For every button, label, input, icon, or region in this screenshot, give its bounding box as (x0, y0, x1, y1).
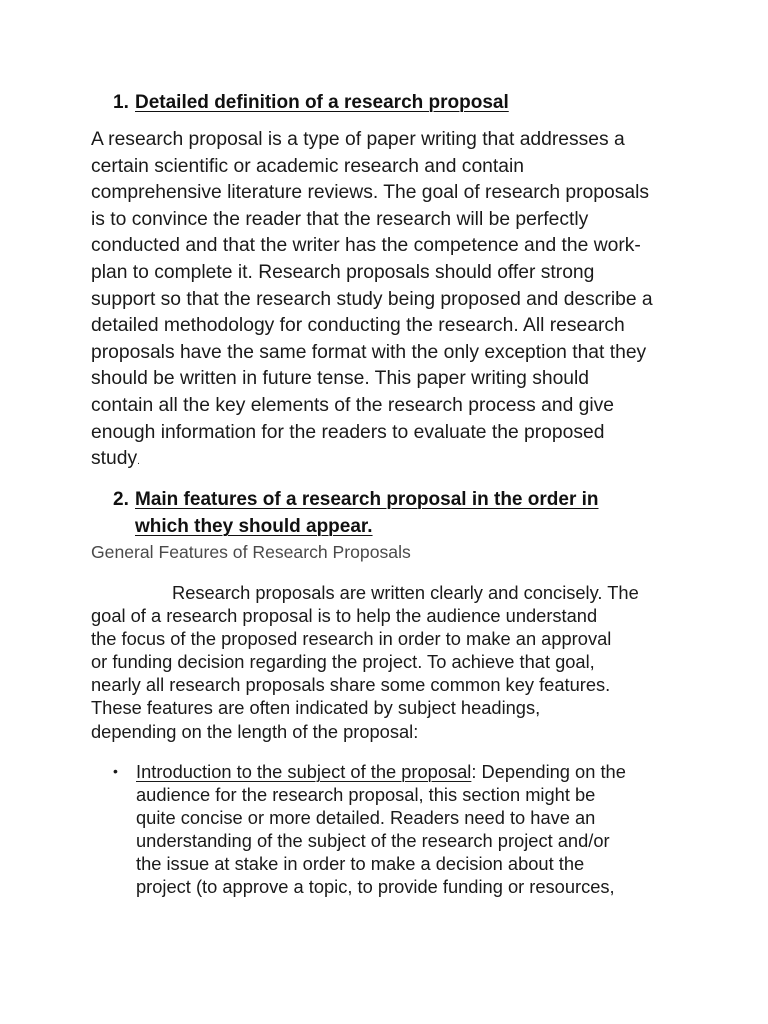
bullet-line: project (to approve a topic, to provide funding or resources, (136, 876, 615, 898)
bullet-line: audience for the research proposal, this section might be (136, 784, 596, 806)
paragraph-line: goal of a research proposal is to help the audience understand (91, 605, 598, 627)
paragraph-line: detailed methodology for conducting the research. All research (91, 315, 625, 337)
paragraph-line: support so that the research study being proposed and describe a (91, 288, 653, 310)
bullet-marker: • (113, 763, 118, 779)
bullet-term: Introduction to the subject of the proposal (136, 761, 472, 782)
paragraph-line: These features are often indicated by subject headings, (91, 697, 541, 719)
section-2-heading (113, 486, 643, 540)
section-2-paragraph (91, 581, 691, 743)
bullet-first-line-rest: : Depending on the (471, 761, 626, 782)
paragraph-line: proposals have the same format with the only exception that they (91, 341, 647, 363)
section-1-number: 1. (113, 92, 129, 113)
paragraph-line: certain scientific or academic research and contain (91, 155, 524, 177)
bullet-line: the issue at stake in order to make a decision about the (136, 853, 585, 875)
bullet-line: understanding of the subject of the research project and/or (136, 830, 610, 852)
section-2-title (135, 486, 640, 540)
paragraph-line: Research proposals are written clearly and concisely. The (172, 582, 639, 603)
section-2-title-line: which they should appear. (135, 516, 373, 537)
paragraph-last-line (91, 446, 691, 476)
paragraph-line: should be written in future tense. This paper writing should (91, 368, 590, 390)
paragraph-line-text: study (91, 448, 138, 470)
paragraph-line: or funding decision regarding the project. To achieve that goal, (91, 651, 595, 673)
paragraph-line: contain all the key elements of the research process and give (91, 394, 615, 416)
section-2-subheading: General Features of Research Proposals (91, 542, 411, 562)
paragraph-line: conducted and that the writer has the competence and the work- (91, 235, 641, 257)
paragraph-line: is to convince the reader that the research will be perfectly (91, 208, 589, 230)
bullet-line: quite concise or more detailed. Readers need to have an (136, 807, 596, 829)
bullet-body (136, 760, 696, 899)
paragraph-line: comprehensive literature reviews. The goal of research proposals (91, 182, 650, 204)
section-1-heading (113, 89, 633, 116)
paragraph-line: nearly all research proposals share some common key features. (91, 674, 611, 696)
paragraph-line: plan to complete it. Research proposals should offer strong (91, 261, 595, 283)
final-period: . (137, 456, 140, 468)
section-2-title-line: Main features of a research proposal in the order in (135, 489, 599, 510)
section-2-number: 2. (113, 489, 129, 510)
section-1-paragraph (91, 127, 691, 476)
paragraph-line: depending on the length of the proposal: (91, 720, 419, 742)
bullet-first-line (136, 760, 696, 783)
paragraph-line: A research proposal is a type of paper writing that addresses a (91, 129, 625, 150)
section-1-title: Detailed definition of a research proposal (135, 92, 509, 113)
paragraph-line: enough information for the readers to evaluate the proposed (91, 421, 605, 443)
paragraph-line: the focus of the proposed research in order to make an approval (91, 628, 612, 650)
